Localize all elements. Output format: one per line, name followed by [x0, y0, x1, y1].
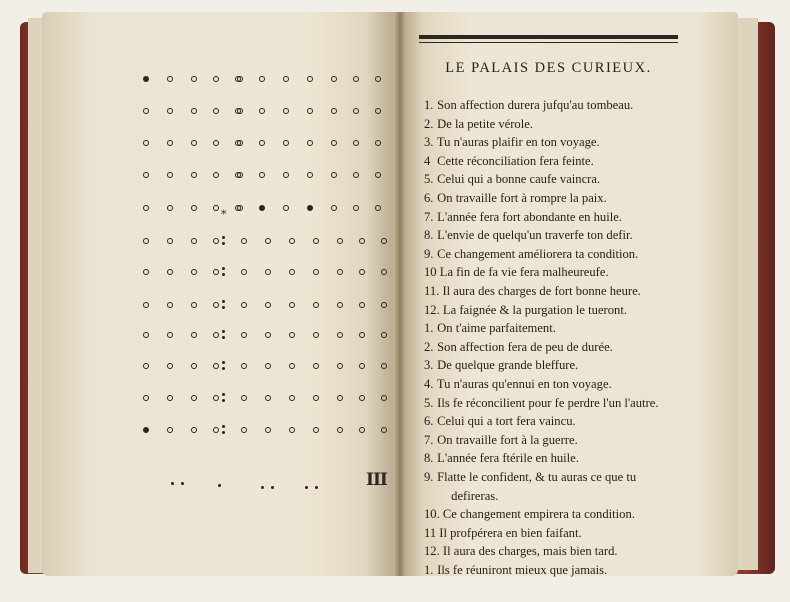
colon-mark [315, 486, 318, 489]
grid-dot [143, 302, 149, 308]
grid-dot [337, 238, 343, 244]
grid-dot [283, 140, 289, 146]
entry-text: La faignée & la purgation le tueront. [442, 302, 627, 317]
grid-dot [191, 302, 197, 308]
grid-dot [359, 427, 365, 433]
grid-dot [191, 427, 197, 433]
entry-text: defireras. [451, 488, 499, 503]
grid-dot [167, 269, 173, 275]
entry-text: Ils fe réconcilient pour fe perdre l'un l'autre. [437, 395, 659, 410]
entry-number: 6. [424, 191, 434, 205]
entry-line [424, 432, 578, 448]
grid-dot [359, 238, 365, 244]
colon-mark [222, 306, 225, 309]
grid-dot [289, 427, 295, 433]
grid-dot [289, 395, 295, 401]
grid-dot [381, 302, 387, 308]
grid-dot [375, 108, 381, 114]
grid-dot [241, 269, 247, 275]
grid-dot [259, 140, 265, 146]
entry-number: 9. [424, 246, 434, 261]
grid-dot [191, 205, 197, 211]
grid-dot [167, 108, 173, 114]
grid-dot [167, 140, 173, 146]
entry-text: L'envie de quelqu'un traverfe ton defir. [437, 228, 633, 243]
grid-dot [313, 302, 319, 308]
grid-dot [381, 332, 387, 338]
grid-dot [259, 76, 265, 82]
grid-dot [191, 332, 197, 338]
colon-mark [222, 431, 225, 434]
grid-dot [331, 205, 337, 211]
entry-number: 7. [424, 209, 434, 224]
colon-mark [222, 236, 225, 239]
colon-mark [222, 393, 225, 396]
entry-number: 4 [424, 153, 431, 168]
entry-line [424, 264, 609, 280]
entry-number: 1. [424, 563, 434, 577]
book-gutter [393, 12, 407, 576]
entry-text: On travaille fort à la guerre. [437, 432, 578, 447]
grid-dot [167, 332, 173, 338]
grid-dot [237, 108, 243, 114]
entry-text: De quelque grande bleffure. [437, 358, 579, 373]
grid-dot [191, 76, 197, 82]
grid-dot [265, 395, 271, 401]
grid-dot [259, 205, 265, 211]
entry-text: Cette réconciliation fera feinte. [437, 153, 594, 168]
grid-dot [143, 140, 149, 146]
grid-dot [191, 395, 197, 401]
grid-dot [381, 269, 387, 275]
entry-line [424, 413, 576, 429]
grid-dot [143, 108, 149, 114]
colon-mark [261, 486, 264, 489]
grid-dot [191, 108, 197, 114]
grid-dot [283, 172, 289, 178]
grid-dot [213, 269, 219, 275]
grid-dot [241, 302, 247, 308]
grid-dot [313, 238, 319, 244]
grid-dot [359, 395, 365, 401]
grid-dot [331, 76, 337, 82]
entry-text: Son affection durera jufqu'au tombeau. [437, 98, 634, 112]
grid-dot [331, 172, 337, 178]
grid-dot [283, 76, 289, 82]
grid-dot [241, 363, 247, 369]
entry-line [424, 246, 638, 262]
grid-dot [265, 332, 271, 338]
entry-line [424, 283, 641, 299]
entry-number: 2. [424, 116, 434, 131]
grid-dot [283, 205, 289, 211]
grid-dot [353, 76, 359, 82]
grid-dot [143, 238, 149, 244]
colon-mark [222, 330, 225, 333]
grid-dot [143, 76, 149, 82]
entry-text: Son affection fera de peu de durée. [437, 339, 613, 354]
entry-line [424, 97, 633, 113]
colon-mark [218, 484, 221, 487]
grid-dot [307, 172, 313, 178]
entry-number: 5. [424, 172, 434, 187]
colon-mark [222, 242, 225, 245]
colon-mark [222, 361, 225, 364]
entry-line [424, 171, 600, 187]
entry-text: Tu n'auras qu'ennui en ton voyage. [436, 377, 612, 391]
grid-dot [191, 172, 197, 178]
entry-number: 5. [424, 395, 434, 410]
grid-dot [265, 238, 271, 244]
grid-dot [213, 302, 219, 308]
entry-number: 10. [424, 507, 440, 522]
grid-dot [381, 238, 387, 244]
grid-dot [167, 363, 173, 369]
grid-dot [313, 269, 319, 275]
header-rule [419, 35, 678, 39]
grid-dot [265, 363, 271, 369]
grid-dot [381, 427, 387, 433]
grid-dot [307, 108, 313, 114]
entry-text: Il aura des charges, mais bien tard. [442, 544, 618, 559]
grid-dot [213, 363, 219, 369]
grid-dot [337, 363, 343, 369]
entry-line [424, 320, 556, 336]
entry-number: 9. [424, 470, 434, 484]
entry-text: Celui qui a tort fera vaincu. [437, 414, 576, 429]
grid-dot [375, 76, 381, 82]
grid-dot [331, 108, 337, 114]
grid-dot [241, 332, 247, 338]
grid-dot [289, 363, 295, 369]
grid-dot [213, 238, 219, 244]
entry-line [438, 488, 498, 504]
running-head: LE PALAIS DES CURIEUX. [445, 60, 652, 76]
entry-number: 6. [424, 414, 434, 429]
grid-dot [143, 363, 149, 369]
grid-dot [337, 332, 343, 338]
entry-text: De la petite vérole. [437, 116, 533, 131]
grid-dot [241, 395, 247, 401]
entry-line [424, 302, 627, 318]
right-page-edges [736, 18, 758, 570]
entry-line [424, 134, 600, 150]
grid-dot [167, 427, 173, 433]
grid-dot [359, 269, 365, 275]
entry-line [424, 376, 612, 392]
entry-text: Celui qui a bonne caufe vaincra. [437, 172, 601, 187]
grid-dot [237, 140, 243, 146]
colon-mark [222, 300, 225, 303]
entry-number: 12. [424, 544, 440, 559]
entry-number: 7. [424, 432, 434, 447]
entry-text: On t'aime parfaitement. [437, 321, 556, 336]
entry-line [424, 339, 613, 355]
left-page-mark: III [366, 470, 387, 490]
grid-dot [381, 395, 387, 401]
entry-number: 1. [424, 321, 434, 336]
colon-mark [171, 482, 174, 485]
entry-number: 1. [424, 98, 434, 112]
grid-dot [337, 269, 343, 275]
grid-dot [213, 172, 219, 178]
grid-dot [359, 302, 365, 308]
colon-mark [222, 336, 225, 339]
grid-dot [359, 363, 365, 369]
entry-number: 8. [424, 228, 434, 243]
grid-dot [337, 427, 343, 433]
asterisk-mark: * [221, 208, 227, 221]
grid-dot [191, 269, 197, 275]
grid-dot [143, 427, 149, 433]
entry-number: 11 [424, 525, 437, 540]
grid-dot [237, 76, 243, 82]
grid-dot [167, 395, 173, 401]
grid-dot [237, 205, 243, 211]
entry-line [424, 543, 618, 559]
colon-mark [181, 482, 184, 485]
grid-dot [331, 140, 337, 146]
entry-number: 3. [424, 358, 434, 373]
colon-mark [222, 425, 225, 428]
colon-mark [271, 486, 274, 489]
grid-dot [375, 205, 381, 211]
entry-number: 4. [424, 377, 434, 391]
grid-dot [237, 172, 243, 178]
grid-dot [259, 108, 265, 114]
grid-dot [289, 332, 295, 338]
grid-dot [265, 302, 271, 308]
grid-dot [167, 76, 173, 82]
grid-dot [313, 395, 319, 401]
grid-dot [265, 269, 271, 275]
entry-text: On travaille fort à rompre la paix. [437, 191, 607, 205]
grid-dot [213, 427, 219, 433]
grid-dot [265, 427, 271, 433]
grid-dot [353, 172, 359, 178]
entry-line [424, 469, 636, 485]
grid-dot [337, 302, 343, 308]
entry-line [424, 450, 579, 466]
grid-dot [213, 108, 219, 114]
entry-number: 12. [424, 302, 440, 317]
grid-dot [381, 363, 387, 369]
grid-dot [313, 427, 319, 433]
grid-dot [191, 140, 197, 146]
entry-line [424, 562, 607, 578]
grid-dot [213, 332, 219, 338]
grid-dot [353, 108, 359, 114]
grid-dot [289, 269, 295, 275]
grid-dot [241, 427, 247, 433]
grid-dot [289, 302, 295, 308]
grid-dot [313, 332, 319, 338]
entry-line [424, 190, 607, 206]
entry-text: Flatte le confident, & tu auras ce que tu [437, 470, 637, 484]
grid-dot [213, 140, 219, 146]
entry-text: Ce changement empirera ta condition. [442, 507, 635, 522]
entry-text: Il profpérera en bien faifant. [439, 525, 582, 540]
entry-text: L'année fera ftérile en huile. [437, 451, 579, 466]
entry-number: 2. [424, 339, 434, 354]
entry-number: 10 [424, 265, 437, 280]
grid-dot [313, 363, 319, 369]
grid-dot [167, 172, 173, 178]
grid-dot [143, 332, 149, 338]
grid-dot [337, 395, 343, 401]
grid-dot [143, 172, 149, 178]
entry-line [424, 116, 533, 132]
entry-line [424, 153, 594, 169]
entry-number: 11. [424, 284, 440, 298]
grid-dot [375, 140, 381, 146]
colon-mark [222, 267, 225, 270]
entry-text: Ils fe réuniront mieux que jamais. [437, 563, 608, 577]
entry-text: Il aura des charges de fort bonne heure. [442, 284, 641, 298]
grid-dot [375, 172, 381, 178]
grid-dot [213, 205, 219, 211]
entry-line [424, 209, 622, 225]
grid-dot [259, 172, 265, 178]
entry-line [424, 227, 633, 243]
entry-text: La fin de fa vie fera malheureufe. [439, 265, 609, 280]
entry-text: Tu n'auras plaifir en ton voyage. [436, 135, 600, 150]
grid-dot [353, 140, 359, 146]
header-rule-thin [419, 42, 678, 43]
grid-dot [191, 238, 197, 244]
colon-mark [305, 486, 308, 489]
entry-line [424, 525, 582, 541]
grid-dot [307, 140, 313, 146]
grid-dot [353, 205, 359, 211]
entry-line [424, 357, 578, 373]
grid-dot [167, 205, 173, 211]
grid-dot [143, 205, 149, 211]
grid-dot [167, 238, 173, 244]
grid-dot [241, 238, 247, 244]
grid-dot [143, 395, 149, 401]
grid-dot [289, 238, 295, 244]
colon-mark [222, 367, 225, 370]
left-page [42, 12, 394, 576]
colon-mark [222, 399, 225, 402]
colon-mark [222, 273, 225, 276]
entry-line [424, 506, 635, 522]
entry-text: L'année fera fort abondante en huile. [437, 209, 622, 224]
grid-dot [191, 363, 197, 369]
grid-dot [143, 269, 149, 275]
grid-dot [213, 395, 219, 401]
grid-dot [359, 332, 365, 338]
grid-dot [307, 76, 313, 82]
grid-dot [307, 205, 313, 211]
entry-line [424, 395, 659, 411]
grid-dot [167, 302, 173, 308]
grid-dot [283, 108, 289, 114]
entry-number: 3. [424, 135, 434, 150]
entry-number: 8. [424, 451, 434, 466]
entry-text: Ce changement améliorera ta condition. [437, 246, 639, 261]
grid-dot [213, 76, 219, 82]
